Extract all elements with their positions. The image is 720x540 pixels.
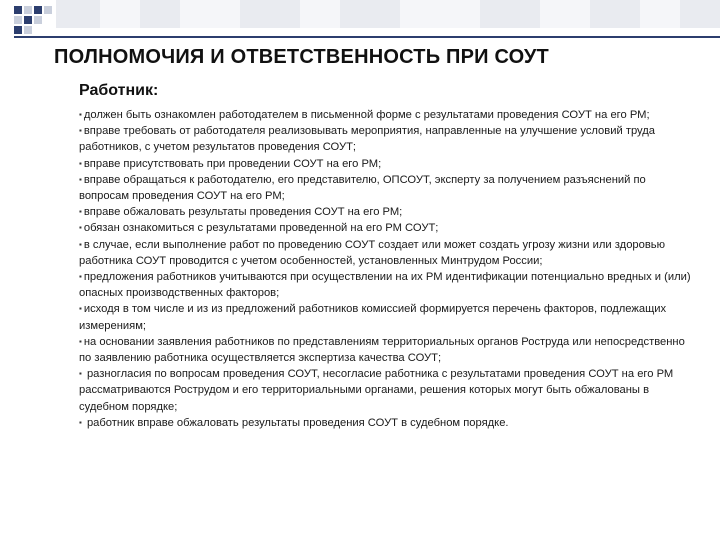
decor-square	[34, 16, 42, 24]
bullet-icon: ▪	[79, 417, 82, 427]
header-band	[180, 0, 240, 28]
list-item	[79, 334, 691, 366]
header-band	[300, 0, 340, 28]
header-band	[540, 0, 590, 28]
list-item-text: работник вправе обжаловать результаты проведения СОУТ в судебном порядке.	[83, 416, 509, 429]
bullet-icon: ▪	[79, 126, 82, 136]
list-item	[79, 204, 691, 220]
list-item-text: исходя в том числе и из из предложений работников комиссией формируется перечень факторов, подлежащих измерениям;	[79, 303, 667, 332]
bullet-icon: ▪	[79, 304, 82, 314]
decor-square	[14, 26, 22, 34]
list-item-text: должен быть ознакомлен работодателем в письменной форме с результатами проведения СОУТ на его РМ;	[83, 109, 650, 121]
list-item-text: вправе обращаться к работодателю, его представителю, ОПСОУТ, эксперту за получением разъяснений по вопросам проведения СОУТ на его РМ;	[79, 173, 646, 203]
list-item-text: на основании заявления работников по представлениям территориальных органов Роструда или непосредственно по заявлению работника осуществляется экспертиза качества СОУТ;	[79, 335, 685, 365]
decor-square	[14, 16, 22, 24]
list-item	[79, 415, 691, 431]
header-decoration	[0, 0, 720, 40]
list-item-text: обязан ознакомиться с результатами проведенной на его РМ СОУТ;	[83, 222, 439, 235]
list-item-text: вправе требовать от работодателя реализовывать мероприятия, направленные на улучшение условий труда работников, с учетом результатов проведения СОУТ;	[79, 125, 656, 154]
bullet-icon: ▪	[79, 223, 82, 233]
list-item	[79, 107, 691, 123]
bullet-icon: ▪	[79, 110, 82, 119]
decor-square	[44, 6, 52, 14]
list-item	[79, 269, 691, 301]
bullet-icon: ▪	[79, 239, 82, 249]
list-item	[79, 123, 691, 155]
bullet-icon: ▪	[79, 336, 82, 346]
bullet-icon: ▪	[79, 272, 82, 282]
section-heading: Работник:	[79, 82, 159, 99]
decor-square	[14, 6, 22, 14]
list-item	[79, 220, 691, 236]
list-item-text: вправе присутствовать при проведении СОУТ на его РМ;	[83, 157, 382, 170]
decor-square	[24, 26, 32, 34]
list-item	[79, 301, 691, 333]
bullet-icon: ▪	[79, 174, 82, 184]
decor-square	[34, 6, 42, 14]
list-item	[79, 237, 691, 269]
list-item	[79, 156, 691, 172]
decor-square	[24, 6, 32, 14]
bullet-icon: ▪	[79, 369, 82, 379]
bullet-icon: ▪	[79, 207, 82, 217]
page-title: ПОЛНОМОЧИЯ И ОТВЕТСТВЕННОСТЬ ПРИ СОУТ	[54, 46, 549, 68]
header-band	[100, 0, 140, 28]
header-band	[56, 0, 720, 28]
bullet-icon: ▪	[79, 158, 82, 168]
list-item-text: в случае, если выполнение работ по проведению СОУТ создает или может создать угрозу жизни или здоровью работника СОУТ проводится с учетом особенностей, установленных Минтрудом России;	[79, 238, 666, 267]
list-item	[79, 172, 691, 204]
list-item	[79, 366, 691, 415]
header-rule	[14, 36, 720, 38]
list-item-text: предложения работников учитываются при осуществлении на их РМ идентификации потенциально вредных и (или) опасных производственных факторов;	[79, 271, 691, 300]
header-band	[400, 0, 480, 28]
list-item-text: вправе обжаловать результаты проведения СОУТ на его РМ;	[83, 206, 403, 219]
bullet-list	[79, 107, 691, 431]
list-item-text: разногласия по вопросам проведения СОУТ, несогласие работника с результатами проведения СОУТ на его РМ рассматриваются Рострудом и его территориальными органами, решения которых могут быть обжалованы в судебном порядке;	[79, 368, 674, 413]
decor-square	[24, 16, 32, 24]
header-band	[640, 0, 680, 28]
